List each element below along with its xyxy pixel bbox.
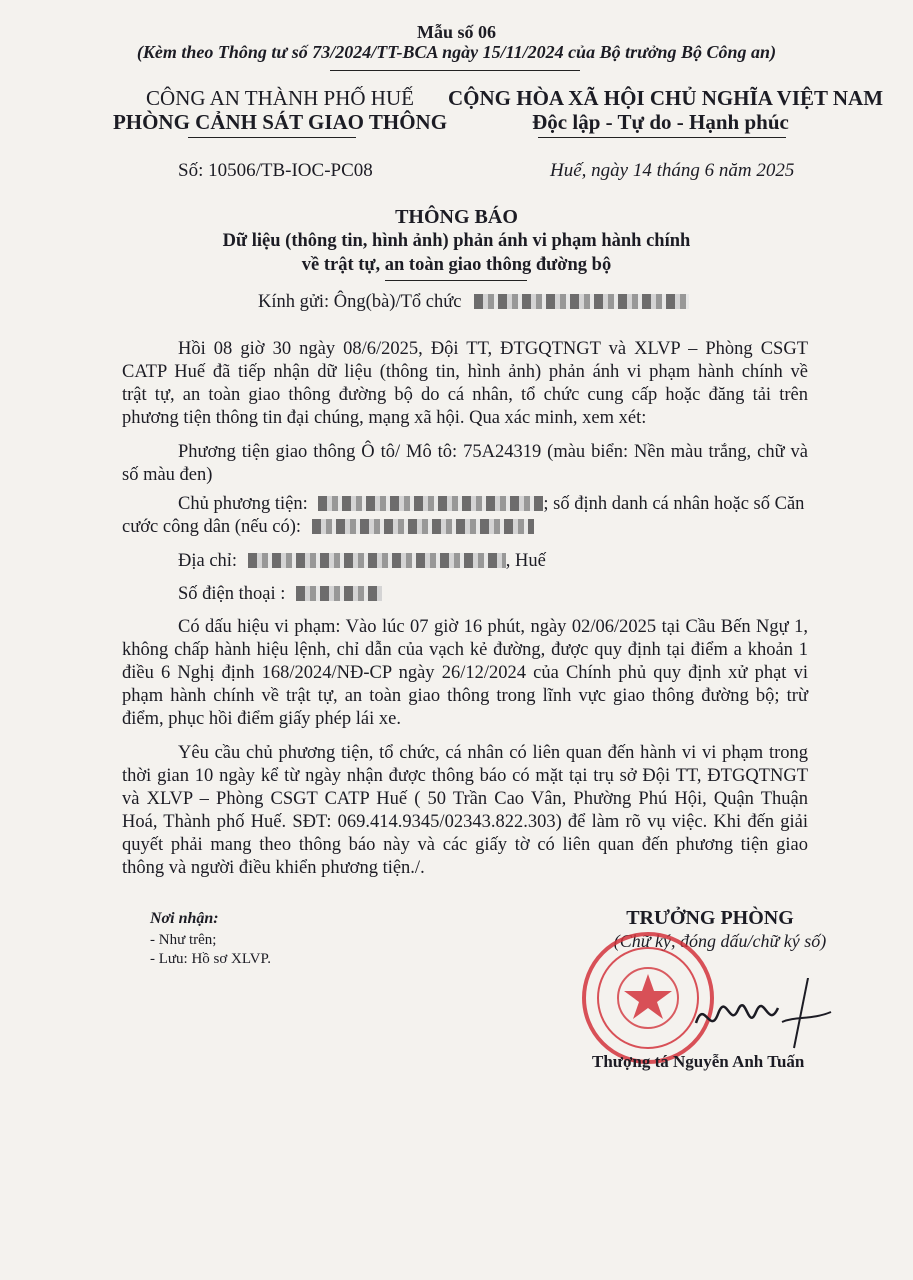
owner-suffix: ; số định danh cá nhân hoặc số Căn xyxy=(543,494,805,514)
divider xyxy=(385,280,527,281)
paragraph-line: trật tự, an toàn giao thông đường bộ do cá nhân, tổ chức cung cấp hoặc đăng tải trên xyxy=(122,385,808,405)
divider xyxy=(188,137,356,138)
department-name: PHÒNG CẢNH SÁT GIAO THÔNG xyxy=(112,110,448,134)
request-line: Yêu cầu chủ phương tiện, tổ chức, cá nhân có liên quan đến hành vi vi phạm trong xyxy=(178,743,808,763)
document-title: THÔNG BÁO xyxy=(395,206,518,228)
agency-name: CÔNG AN THÀNH PHỐ HUẾ xyxy=(146,86,414,110)
redacted-owner xyxy=(318,496,543,511)
paragraph-line: Hồi 08 giờ 30 ngày 08/6/2025, Đội TT, ĐTGQTNGT và XLVP – Phòng CSGT xyxy=(178,339,808,359)
redacted-phone xyxy=(296,586,382,601)
nation-name: CỘNG HÒA XÃ HỘI CHỦ NGHĨA VIỆT NAM xyxy=(448,86,884,110)
violation-line: Có dấu hiệu vi phạm: Vào lúc 07 giờ 16 phút, ngày 02/06/2025 tại Cầu Bến Ngự 1, xyxy=(178,617,808,637)
violation-line: điểm, phục hồi điểm giấy phép lái xe. xyxy=(122,709,401,729)
redacted-name xyxy=(474,294,689,309)
redacted-id xyxy=(312,519,534,534)
address-suffix: , Huế xyxy=(505,551,546,571)
vehicle-line: Phương tiện giao thông Ô tô/ Mô tô: 75A24319 (màu biển: Nền màu trắng, chữ và xyxy=(178,442,808,462)
divider xyxy=(330,70,580,71)
recipient-label: Kính gửi: Ông(bà)/Tổ chức xyxy=(258,292,462,312)
form-note: (Kèm theo Thông tư số 73/2024/TT-BCA ngày 15/11/2024 của Bộ trưởng Bộ Công an) xyxy=(136,42,777,62)
violation-line: phạm hành chính về trật tự, an toàn giao thông trong lĩnh vực giao thông đường bộ; trừ xyxy=(122,686,808,706)
violation-line: điều 6 Nghị định 168/2024/NĐ-CP ngày 26/12/2024 của Chính phủ quy định xử phạt vi xyxy=(122,663,808,683)
id-line xyxy=(122,517,534,538)
document-subtitle: về trật tự, an toàn giao thông đường bộ xyxy=(301,255,612,275)
signature-note: (Chữ ký, đóng dấu/chữ ký số) xyxy=(613,931,827,951)
request-line: Hoá, Thành phố Huế. SĐT: 069.414.9345/02343.822.303) để làm rõ vụ việc. Khi đến giải xyxy=(122,812,808,832)
signer-name: Thượng tá Nguyễn Anh Tuấn xyxy=(592,1052,805,1071)
phone-label: Số điện thoại : xyxy=(178,584,286,604)
document-number: Số: 10506/TB-IOC-PC08 xyxy=(178,160,373,181)
divider xyxy=(538,137,786,138)
paragraph-line: phương tiện thông tin đại chúng, mạng xã hội. Qua xác minh, xem xét: xyxy=(122,408,647,428)
address-line xyxy=(178,551,546,572)
request-line: quyết phải mang theo thông báo này và các giấy tờ có liên quan đến phương tiện giao xyxy=(122,835,808,855)
recipient-item: - Lưu: Hồ sơ XLVP. xyxy=(150,951,271,967)
signer-position: TRƯỞNG PHÒNG xyxy=(626,907,794,929)
form-number: Mẫu số 06 xyxy=(416,22,496,42)
handwritten-signature-icon xyxy=(686,978,836,1058)
request-line: thông và người điều khiển phương tiện./. xyxy=(122,858,425,878)
violation-line: không chấp hành hiệu lệnh, chỉ dẫn của vạch kẻ đường, được quy định tại điểm a khoản 1 xyxy=(122,640,808,660)
motto: Độc lập - Tự do - Hạnh phúc xyxy=(532,110,789,134)
place-date: Huế, ngày 14 tháng 6 năm 2025 xyxy=(550,160,795,181)
owner-label: Chủ phương tiện: xyxy=(178,494,308,514)
document-subtitle: Dữ liệu (thông tin, hình ảnh) phản ánh vi phạm hành chính xyxy=(222,231,691,251)
recipient-line xyxy=(258,292,689,313)
paragraph-line: CATP Huế đã tiếp nhận dữ liệu (thông tin, hình ảnh) phản ánh vi phạm hành chính về xyxy=(122,362,808,382)
address-label: Địa chỉ: xyxy=(178,551,238,571)
request-line: và XLVP – Phòng CSGT CATP Huế ( 50 Trần Cao Vân, Phường Phú Hội, Quận Thuận xyxy=(122,789,808,809)
id-label: cước công dân (nếu có): xyxy=(122,517,302,537)
phone-line xyxy=(178,584,382,605)
recipients-title: Nơi nhận: xyxy=(150,910,219,927)
request-line: thời gian 10 ngày kể từ ngày nhận được thông báo có mặt tại trụ sở Đội TT, ĐTGQTNGT xyxy=(122,766,808,786)
owner-line xyxy=(178,494,804,515)
recipient-item: - Như trên; xyxy=(150,932,217,948)
redacted-address xyxy=(248,553,506,568)
vehicle-line: số màu đen) xyxy=(122,465,213,485)
